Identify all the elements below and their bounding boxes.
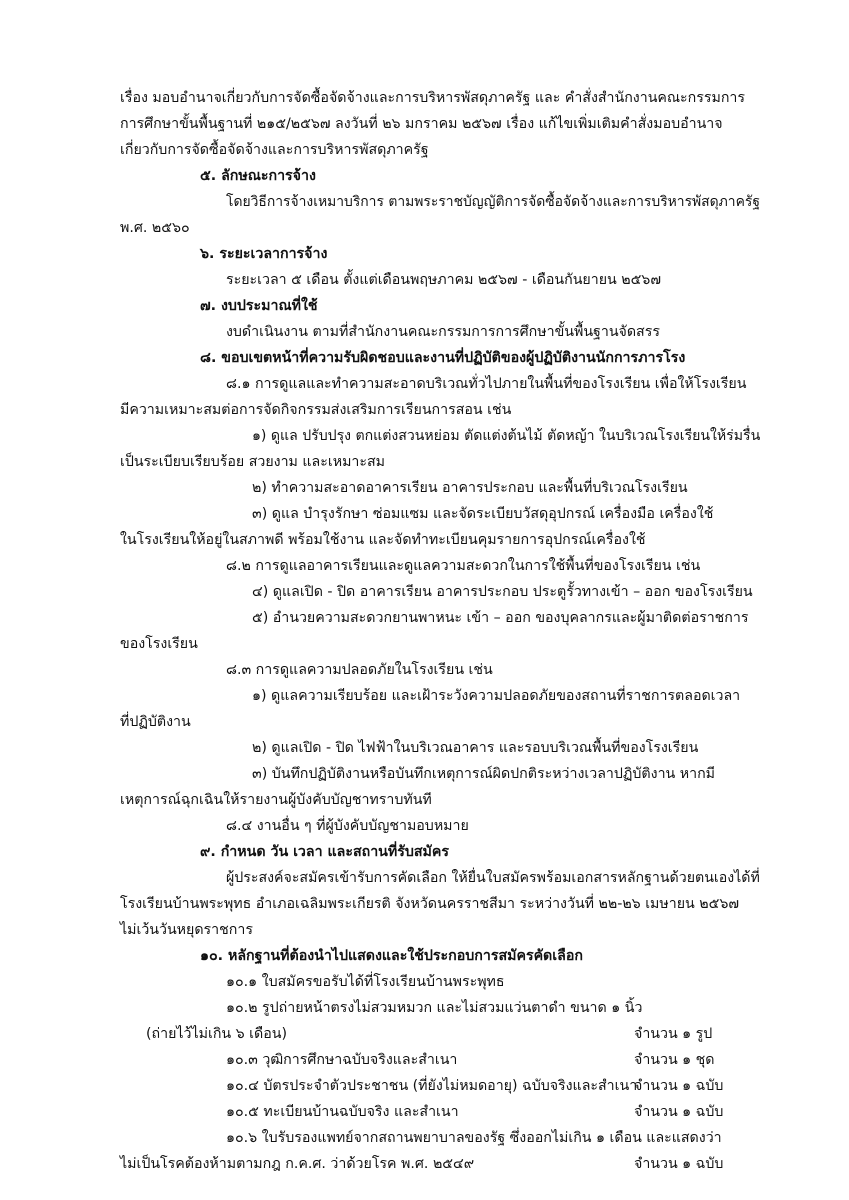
section-7-text: งบดำเนินงาน ตามที่สำนักงานคณะกรรมการการศึกษาขั้นพื้นฐานจัดสรร	[226, 324, 660, 340]
section-8-2-item-4: ๔) ดูแลเปิด - ปิด อาคารเรียน อาคารประกอบ ประตูรั้วทางเข้า – ออก ของโรงเรียน	[252, 584, 753, 600]
section-8-4: ๘.๔ งานอื่น ๆ ที่ผู้บังคับบัญชามอบหมาย	[226, 818, 469, 834]
section-8-3-item-3: ๓) บันทึกปฏิบัติงานหรือบันทึกเหตุการณ์ผิดปกติระหว่างเวลาปฏิบัติงาน หากมี	[252, 766, 716, 782]
section-9-text-cont-2: ไม่เว้นวันหยุดราชการ	[120, 922, 253, 938]
section-8-3: ๘.๓ การดูแลความปลอดภัยในโรงเรียน เช่น	[226, 662, 493, 678]
section-8-1-item-3-cont: ในโรงเรียนให้อยู่ในสภาพดี พร้อมใช้งาน และจัดทำทะเบียนคุมรายการอุปกรณ์เครื่องใช้	[120, 532, 646, 548]
section-8-3-item-1-cont: ที่ปฏิบัติงาน	[120, 714, 191, 730]
section-8-1-item-2: ๒) ทำความสะอาดอาคารเรียน อาคารประกอบ และพื้นที่บริเวณโรงเรียน	[252, 480, 688, 496]
section-6-text: ระยะเวลา ๕ เดือน ตั้งแต่เดือนพฤษภาคม ๒๕๖๗ - เดือนกันยายน ๒๕๖๗	[226, 272, 661, 288]
section-10-item-4-qty: จำนวน ๑ ฉบับ	[634, 1078, 724, 1094]
section-8-1-item-1-cont: เป็นระเบียบเรียบร้อย สวยงาม และเหมาะสม	[120, 454, 386, 470]
section-10-item-2: ๑๐.๒ รูปถ่ายหน้าตรงไม่สวมหมวก และไม่สวมแว่นตาดำ ขนาด ๑ นิ้ว	[226, 1000, 643, 1016]
section-10-item-2-qty: จำนวน ๑ รูป	[634, 1026, 713, 1042]
section-10-item-3: ๑๐.๓ วุฒิการศึกษาฉบับจริงและสำเนา	[226, 1052, 458, 1068]
section-10-item-4: ๑๐.๔ บัตรประจำตัวประชาชน (ที่ยังไม่หมดอายุ) ฉบับจริงและสำเนา	[226, 1078, 638, 1094]
section-8-3-item-1: ๑) ดูแลความเรียบร้อย และเฝ้าระวังความปลอดภัยของสถานที่ราชการตลอดเวลา	[252, 688, 741, 704]
section-8-2: ๘.๒ การดูแลอาคารเรียนและดูแลความสะดวกในการใช้พื้นที่ของโรงเรียน เช่น	[226, 558, 701, 574]
section-8-heading: ๘. ขอบเขตหน้าที่ความรับผิดชอบและงานที่ปฏิบัติของผู้ปฏิบัติงานนักการภารโรง	[200, 350, 686, 366]
section-8-1: ๘.๑ การดูแลและทำความสะอาดบริเวณทั่วไปภายในพื้นที่ของโรงเรียน เพื่อให้โรงเรียน	[226, 376, 747, 392]
section-7-heading: ๗. งบประมาณที่ใช้	[200, 298, 318, 314]
intro-line-3: เกี่ยวกับการจัดซื้อจัดจ้างและการบริหารพัสดุภาครัฐ	[120, 142, 429, 158]
section-8-3-item-3-cont: เหตุการณ์ฉุกเฉินให้รายงานผู้บังคับบัญชาทราบทันที	[120, 792, 432, 808]
section-10-item-5: ๑๐.๕ ทะเบียนบ้านฉบับจริง และสำเนา	[226, 1104, 459, 1120]
section-10-heading: ๑๐. หลักฐานที่ต้องนำไปแสดงและใช้ประกอบการสมัครคัดเลือก	[200, 948, 583, 964]
section-8-1-cont: มีความเหมาะสมต่อการจัดกิจกรรมส่งเสริมการเรียนการสอน เช่น	[120, 402, 512, 418]
section-8-3-item-2: ๒) ดูแลเปิด - ปิด ไฟฟ้าในบริเวณอาคาร และรอบบริเวณพื้นที่ของโรงเรียน	[252, 740, 699, 756]
intro-line-2: การศึกษาขั้นพื้นฐานที่ ๒๑๕/๒๕๖๗ ลงวันที่ ๒๖ มกราคม ๒๕๖๗ เรื่อง แก้ไขเพิ่มเติมคำสั่งมอบอำนาจ	[120, 116, 723, 132]
section-10-item-3-qty: จำนวน ๑ ชุด	[634, 1052, 715, 1068]
section-8-1-item-3: ๓) ดูแล บำรุงรักษา ซ่อมแซม และจัดระเบียบวัสดุอุปกรณ์ เครื่องมือ เครื่องใช้	[252, 506, 714, 522]
section-10-item-2-cont: (ถ่ายไว้ไม่เกิน ๖ เดือน)	[146, 1026, 287, 1042]
section-8-2-item-5: ๕) อำนวยความสะดวกยานพาหนะ เข้า – ออก ของบุคลากรและผู้มาติดต่อราชการ	[252, 610, 749, 626]
section-10-item-6-cont: ไม่เป็นโรคต้องห้ามตามกฎ ก.ค.ศ. ว่าด้วยโรค พ.ศ. ๒๕๔๙	[120, 1156, 475, 1172]
intro-line-1: เรื่อง มอบอำนาจเกี่ยวกับการจัดซื้อจัดจ้างและการบริหารพัสดุภาครัฐ และ คำสั่งสำนักงานคณะกรรมการ	[120, 90, 746, 106]
section-5-heading: ๕. ลักษณะการจ้าง	[200, 168, 316, 184]
section-10-item-6: ๑๐.๖ ใบรับรองแพทย์จากสถานพยาบาลของรัฐ ซึ่งออกไม่เกิน ๑ เดือน และแสดงว่า	[226, 1130, 722, 1146]
section-10-item-5-qty: จำนวน ๑ ฉบับ	[634, 1104, 724, 1120]
section-9-text: ผู้ประสงค์จะสมัครเข้ารับการคัดเลือก ให้ยื่นใบสมัครพร้อมเอกสารหลักฐานด้วยตนเองได้ที่	[226, 870, 760, 886]
section-9-text-cont: โรงเรียนบ้านพระพุทธ อำเภอเฉลิมพระเกียรติ จังหวัดนครราชสีมา ระหว่างวันที่ ๒๒-๒๖ เมษายน ๒๕๖๗	[120, 896, 740, 912]
section-6-heading: ๖. ระยะเวลาการจ้าง	[200, 246, 328, 262]
section-8-1-item-1: ๑) ดูแล ปรับปรุง ตกแต่งสวนหย่อม ตัดแต่งต้นไม้ ตัดหญ้า ในบริเวณโรงเรียนให้ร่มรื่น	[252, 428, 761, 444]
section-5-text-cont: พ.ศ. ๒๕๖๐	[120, 220, 190, 236]
section-10-item-6-qty: จำนวน ๑ ฉบับ	[634, 1156, 724, 1172]
section-8-2-item-5-cont: ของโรงเรียน	[120, 636, 198, 652]
section-10-item-1: ๑๐.๑ ใบสมัครขอรับได้ที่โรงเรียนบ้านพระพุทธ	[226, 974, 505, 990]
section-9-heading: ๙. กำหนด วัน เวลา และสถานที่รับสมัคร	[200, 844, 449, 860]
section-5-text: โดยวิธีการจ้างเหมาบริการ ตามพระราชบัญญัติการจัดซื้อจัดจ้างและการบริหารพัสดุภาครัฐ	[226, 194, 760, 210]
